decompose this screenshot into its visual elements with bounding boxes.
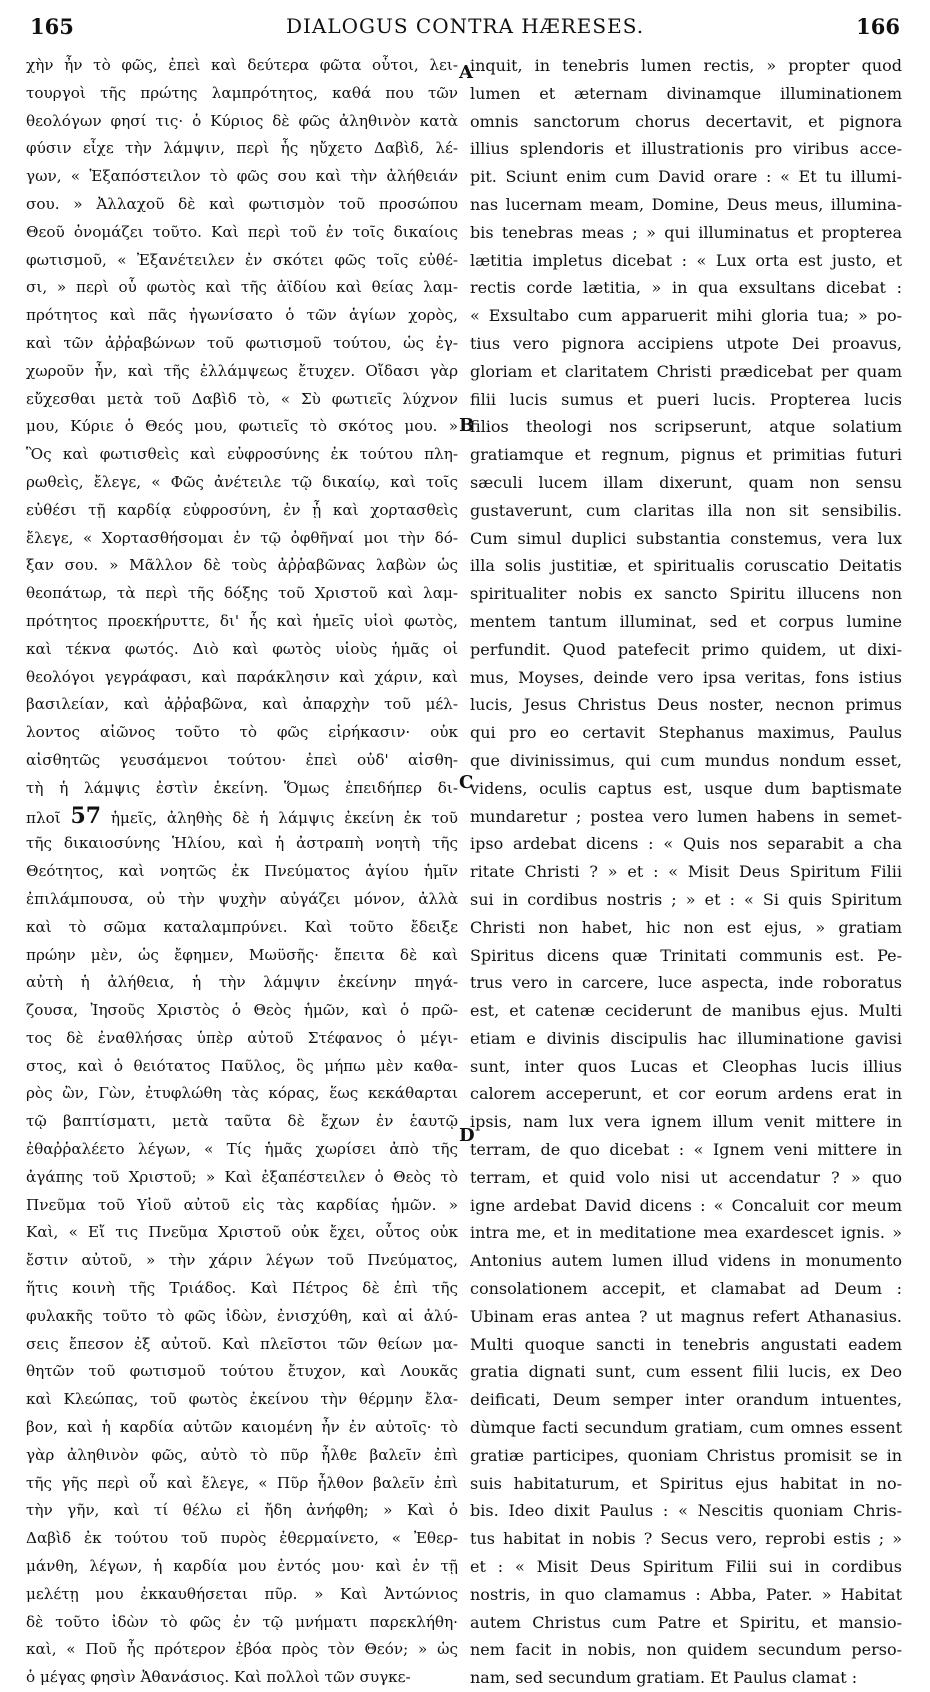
latin-text-line: « Exsultabo cum apparuerit mihi gloria tua; » po- [470, 306, 902, 326]
latin-text-line: bis. Ideo dixit Paulus : « Nescitis quoniam Chris- [470, 1501, 902, 1521]
latin-text-line: inquit, in tenebris lumen rectis, » propter quod [470, 56, 902, 75]
latin-text-line: est, et catenæ ceciderunt de manibus ejus. Multi [470, 1001, 902, 1021]
greek-text-line: ζουσα, Ἰησοῦς Χριστὸς ὁ Θεὸς ἡμῶν, καὶ ὁ πρῶ- [26, 1001, 458, 1020]
greek-text-line: ἐπιλάμπουσα, οὐ τὴν ψυχὴν αὐγάζει μόνον, ἀλλὰ [26, 889, 458, 908]
greek-text-line: ἔλεγε, « Χορτασθήσομαι ἐν τῷ ὀφθῆναί μοι τὴν δό- [26, 528, 458, 547]
greek-text-line: εὐθέσι τῇ καρδίᾳ εὐφροσύνη, ἐν ᾗ καὶ χορτασθεὶς [26, 500, 458, 519]
greek-text-line: μου, Κύριε ὁ Θεός μου, φωτιεῖς τὸ σκότος μου. » [26, 417, 458, 436]
greek-text-line: πρότητος προεκήρυττε, δι' ἧς καὶ ἡμεῖς υἱοὶ φωτὸς, [26, 611, 458, 630]
greek-text-line: καὶ τέκνα φωτός. Διὸ καὶ φωτὸς υἱοὺς ἡμᾶς οἱ [26, 639, 458, 658]
latin-text-line: mundaretur ; postea vero lumen habens in semet- [470, 806, 902, 826]
greek-text-line: πρώην μὲν, ὡς ἔφημεν, Μωϋσῆς· ἔπειτα δὲ καὶ [26, 945, 458, 964]
latin-text-line: videns, oculis captus est, usque dum baptismate [470, 778, 902, 798]
greek-text-line: βον, καὶ ἡ καρδία αὐτῶν καιομένη ἦν ἐν αὐτοῖς· τὸ [26, 1418, 458, 1437]
latin-text-line: lucis, Jesus Christus Deus noster, necnon primus [470, 695, 902, 715]
latin-text-line: nem facit in nobis, non quidem secundum perso- [470, 1640, 902, 1660]
greek-text-line: ὁ μέγας φησὶν Ἀθανάσιος. Καὶ πολλοὶ τῶν συγκε- [26, 1668, 411, 1687]
latin-text-line: nam, sed secundum gratiam. Et Paulus clamat : [470, 1668, 858, 1688]
latin-text-line: omnis sanctorum chorus decertavit, et pignora [470, 111, 902, 131]
inline-number: 57 [70, 802, 102, 829]
latin-text-line: spiritualiter nobis ex sancto Spiritu illucens non [470, 584, 902, 604]
latin-text-line: terram, et quid volo nisi ut accendatur ? » quo [470, 1167, 902, 1187]
latin-text-line: rectis corde lætitia, » in qua exsultans dicebat : [470, 278, 902, 298]
greek-text-line: Ὃς καὶ φωτισθεὶς καὶ εὐφροσύνης ἐκ τούτου πλη- [26, 445, 458, 464]
greek-text-line: ρὸς ὢν, Γὼν, ἐτυφλώθη τὰς κόρας, ἕως κεκάθαρται [26, 1084, 458, 1103]
latin-text-line: calorem acceperunt, et cor eorum ardens erat in [470, 1084, 902, 1104]
greek-text-line: τὴν γῆν, καὶ τί θέλω εἰ ἤδη ἀνήφθη; » Καὶ ὁ [26, 1501, 458, 1520]
latin-text-line: etiam e divinis discipulis hac illuminatione gavisi [470, 1028, 902, 1048]
latin-text-line: autem Christus cum Patre et Spiritu, et mansio- [470, 1612, 902, 1632]
latin-text-line: tus habitat in nobis ? Secus vero, reprobi estis ; » [470, 1529, 902, 1549]
greek-text-line: γὰρ ἀληθινὸν φῶς, αὐτὸ τὸ πῦρ ἦλθε βαλεῖν ἐπὶ [26, 1445, 458, 1464]
latin-column [470, 52, 902, 1692]
greek-text-line: καὶ Κλεώπας, τοῦ φωτὸς ἐκείνου τὴν θέρμην ἔλα- [26, 1390, 458, 1409]
latin-text-line: terram, de quo dicebat : « Ignem veni mittere in [470, 1140, 902, 1160]
latin-text-line: gloriam et claritatem Christi prædicebat per quam [470, 361, 902, 381]
greek-text-line: χωροῦν ἦν, καὶ τῆς ἐλλάμψεως ἔτυχεν. Οἴδασι γὰρ [26, 361, 458, 380]
greek-text-line: αἰσθητῶς γευσάμενοι τούτου· ἐπεὶ οὐδ' αἰσθη- [26, 750, 458, 769]
latin-text-line: deificati, Deum semper inter orandum intuentes, [470, 1390, 902, 1410]
greek-text-line: δὲ τοῦτο ἰδὼν τὸ φῶς ἐν τῷ μνήματι παρεκλήθη· [26, 1612, 458, 1631]
latin-text-line: mus, Moyses, deinde vero ipsa veritas, fons istius [470, 667, 902, 687]
greek-text-line: σεις ἔπεσον ἐξ αὐτοῦ. Καὶ πλεῖστοι τῶν θείων μα- [26, 1334, 458, 1353]
latin-text-line: pit. Sciunt enim cum David orare : « Et tu illumi- [470, 167, 902, 187]
latin-text-line: gratia dignati sunt, cum essent filii lucis, ex Deo [470, 1362, 902, 1382]
greek-text-line: ἀγάπης τοῦ Χριστοῦ; » Καὶ ἐξαπέστειλεν ὁ Θεὸς τὸ [26, 1167, 458, 1186]
greek-text-line: καὶ, « Ποῦ ἦς πρότερον ἐβόα πρὸς τὸν Θεόν; » ὡς [26, 1640, 458, 1659]
greek-text-line: τῆς γῆς περὶ οὗ καὶ ἔλεγε, « Πῦρ ἦλθον βαλεῖν ἐπὶ [26, 1473, 458, 1492]
latin-text-line: nostris, in quo clamamus : Abba, Pater. » Habitat [470, 1584, 902, 1604]
page-header [30, 14, 900, 42]
greek-text-line: ξαν σου. » Μᾶλλον δὲ τοὺς ἀῤῥαβῶνας λαβὼν ὡς [26, 556, 458, 575]
latin-text-line: lætitia impletus dicebat : « Lux orta est justo, et [470, 250, 902, 270]
latin-text-line: ipso ardebat dicens : « Quis nos separabit a cha [470, 834, 902, 854]
latin-text-line: dùmque facti secundum gratiam, cum omnes essent [470, 1418, 902, 1438]
greek-text-line: μελέτῃ μου ἐκκαυθήσεται πῦρ. » Καὶ Ἀντώνιος [26, 1584, 458, 1603]
latin-text-line: gratiæ participes, quoniam Christus promisit se in [470, 1445, 902, 1465]
greek-text-line: θεοπάτωρ, τὰ περὶ τῆς δόξης τοῦ Χριστοῦ καὶ λαμ- [26, 584, 458, 603]
latin-text-line: Cum simul duplici substantia constemus, vera lux [470, 528, 902, 548]
greek-text-line: θητῶν τοῦ φωτισμοῦ τούτου ἔτυχον, καὶ Λουκᾶς [26, 1362, 458, 1381]
greek-text-line: καὶ τὸ σῶμα καταλαμπρύνει. Καὶ τοῦτο ἔδειξε [26, 917, 458, 936]
latin-text-line: ipsis, nam lux vera ignem illum venit mittere in [470, 1112, 902, 1132]
greek-text-line: πλοῖ 57 ἡμεῖς, ἀληθὴς δὲ ἡ λάμψις ἐκείνη ἐκ τοῦ [26, 802, 458, 829]
greek-text-line: σι, » περὶ οὗ φωτὸς καὶ τῆς ἀϊδίου καὶ θείας λαμ- [26, 278, 458, 297]
latin-text-line: igne ardebat David dicens : « Concaluit cor meum [470, 1195, 902, 1215]
left-page-number: 165 [30, 14, 74, 39]
latin-text-line: consolationem accepit, et clamabat ad Deum : [470, 1279, 902, 1299]
margin-marker-b: B [459, 415, 475, 436]
latin-text-line: nas lucernam meam, Domine, Deus meus, illumina- [470, 194, 902, 214]
greek-text-line: σου. » Ἀλλαχοῦ δὲ καὶ φωτισμὸν τοῦ προσώπου [26, 194, 458, 213]
latin-text-line: que divinissimus, qui cum mundus nondum esset, [470, 750, 902, 770]
greek-text-line: ἐθαῤῥαλέετο λέγων, « Τίς ἡμᾶς χωρίσει ἀπὸ τῆς [26, 1140, 458, 1159]
greek-text-line: τῷ βαπτίσματι, μετὰ ταῦτα δὲ ἔχων ἐν ἑαυτῷ [26, 1112, 458, 1131]
greek-text-line: τῆς δικαιοσύνης Ἡλίου, καὶ ἡ ἀστραπὴ νοητὴ τῆς [26, 834, 458, 853]
latin-text-line: trus vero in carcere, luce aspecta, inde roboratus [470, 973, 902, 993]
latin-text-line: sui in cordibus nostris ; » et : « Si quis Spiritum [470, 889, 902, 909]
greek-text-line: βασιλείαν, καὶ ἀῤῥαβῶνα, καὶ ἀπαρχὴν τοῦ μέλ- [26, 695, 458, 714]
latin-text-line: qui pro eo certavit Stephanus maximus, Paulus [470, 723, 902, 743]
greek-text-line: θεολόγων φησί τις· ὁ Κύριος δὲ φῶς ἀληθινὸν κατὰ [26, 111, 458, 130]
latin-text-line: filii lucis sumus et pueri lucis. Propterea lucis [470, 389, 902, 409]
greek-text-line: Θεότητος, καὶ νοητῶς ἐκ Πνεύματος ἁγίου ἡμῖν [26, 862, 458, 881]
greek-text-line: χὴν ἦν τὸ φῶς, ἐπεὶ καὶ δεύτερα φῶτα οὗτοι, λει- [26, 56, 458, 74]
right-page-number: 166 [856, 14, 900, 39]
greek-text-line: τὴ ἡ λάμψις ἐστὶν ἐκείνη. Ὅμως ἐπειδήπερ δι- [26, 778, 458, 797]
latin-text-line: ritate Christi ? » et : « Misit Deus Spiritum Filii [470, 862, 902, 882]
latin-text-line: sæculi lucem illam dixerunt, quam non sensu [470, 472, 902, 492]
latin-text-line: et : « Misit Deus Spiritum Filii sui in cordibus [470, 1557, 902, 1577]
latin-text-line: Christi non habet, hic non est ejus, » gratiam [470, 917, 902, 937]
latin-text-line: tius vero pignora accipiens utpote Dei proavus, [470, 333, 902, 353]
greek-text-line: ρωθεὶς, ἔλεγε, « Φῶς ἀνέτειλε τῷ δικαίῳ, καὶ τοῖς [26, 472, 458, 491]
running-title: DIALOGUS CONTRA HÆRESES. [285, 14, 645, 38]
latin-text-line: gustaverunt, cum claritas illa non sit sensibilis. [470, 500, 902, 520]
latin-text-line: sunt, inter quos Lucas et Cleophas lucis illius [470, 1056, 902, 1076]
latin-text-line: lumen et æternam divinamque illuminationem [470, 83, 902, 103]
greek-text-line: Δαβὶδ ἐκ τούτου τοῦ πυρὸς ἐθερμαίνετο, « Ἐθερ- [26, 1529, 458, 1548]
greek-text-line: φύσιν εἶχε τὴν λάμψιν, περὶ ἧς ηὔχετο Δαβὶδ, λέ- [26, 139, 458, 158]
greek-text-line: θεολόγοι γεγράφασι, καὶ παράκλησιν καὶ χάριν, καὶ [26, 667, 458, 686]
latin-text-line: illa solis justitiæ, et spiritualis coruscatio Deitatis [470, 556, 902, 576]
margin-marker-c: C [459, 772, 474, 793]
greek-text-line: στος, καὶ ὁ θειότατος Παῦλος, ὃς μήπω μὲν καθα- [26, 1056, 458, 1075]
greek-text-line: ἥτις κοινὴ τῆς Τριάδος. Καὶ Πέτρος δὲ ἐπὶ τῆς [26, 1279, 458, 1298]
greek-text-line: Πνεῦμα τοῦ Υἱοῦ αὐτοῦ εἰς τὰς καρδίας ἡμῶν. » [26, 1195, 458, 1214]
latin-text-line: Spiritus dicens quæ Trinitati communis est. Pe- [470, 945, 902, 965]
latin-text-line: suis habitaturum, et Spiritus ejus habitat in no- [470, 1473, 902, 1493]
latin-text-line: intra me, et in meditatione mea exardescet ignis. » [470, 1223, 902, 1243]
margin-marker-d: D [459, 1125, 475, 1146]
greek-text-line: καὶ τῶν ἀῤῥαβώνων τοῦ φωτισμοῦ τούτου, ὡς ἐγ- [26, 333, 458, 352]
greek-text-line: μάνθη, λέγων, ἡ καρδία μου ἐντός μου· καὶ ἐν τῇ [26, 1557, 458, 1576]
greek-text-line: εὔχεσθαι μετὰ τοῦ Δαβὶδ τὸ, « Σὺ φωτιεῖς λύχνον [26, 389, 458, 408]
greek-text-line: πρότητος καὶ πᾶς ἠγωνίσατο ὁ τῶν ἁγίων χορὸς, [26, 306, 458, 325]
greek-text-line: τος δὲ ἐναθλήσας ὑπὲρ αὐτοῦ Στέφανος ὁ μέγι- [26, 1028, 458, 1047]
greek-text-line: φωτισμοῦ, « Ἐξανέτειλεν ἐν σκότει φῶς τοῖς εὐθέ- [26, 250, 458, 269]
greek-text-line: γων, « Ἐξαπόστειλον τὸ φῶς σου καὶ τὴν ἀλήθειάν [26, 167, 458, 186]
greek-text-line: τουργοὶ τῆς πρώτης λαμπρότητος, καθά που τῶν [26, 83, 458, 102]
greek-text-line: ἔστιν αὐτοῦ, » τὴν χάριν λέγων τοῦ Πνεύματος, [26, 1251, 458, 1270]
latin-text-line: illius splendoris et illustrationis pro viribus acce- [470, 139, 902, 159]
latin-text-line: Antonius autem lumen illud videns in monumento [470, 1251, 902, 1271]
greek-text-line: Θεοῦ ὀνομάζει τοῦτο. Καὶ περὶ τοῦ ἐν τοῖς δικαίοις [26, 222, 458, 241]
margin-marker-a: A [459, 62, 473, 83]
latin-text-line: filios theologi nos scripserunt, atque solatium [470, 417, 902, 437]
greek-column [26, 52, 458, 1692]
latin-text-line: gratiamque et regnum, pignus et primitias futuri [470, 445, 902, 465]
greek-text-line: Καὶ, « Εἴ τις Πνεῦμα Χριστοῦ οὐκ ἔχει, οὗτος οὐκ [26, 1223, 458, 1242]
latin-text-line: Ubinam eras antea ? ut magnus refert Athanasius. [470, 1306, 902, 1326]
latin-text-line: mentem tantum illuminat, sed et corpus lumine [470, 611, 902, 631]
greek-text-line: αὐτὴ ἡ ἀλήθεια, ἡ τὴν λάμψιν ἐκείνην πηγά- [26, 973, 458, 992]
latin-text-line: perfundit. Quod patefecit primo quidem, ut dixi- [470, 639, 902, 659]
latin-text-line: bis tenebras meas ; » qui illuminatus et propterea [470, 222, 902, 242]
greek-text-line: φυλακῆς τοῦτο τὸ φῶς ἰδὼν, ἐνισχύθη, καὶ αἱ ἁλύ- [26, 1306, 458, 1325]
greek-text-line: λοντος αἰῶνος τοῦτο τὸ φῶς εἰρήκασιν· οὐκ [26, 723, 458, 742]
latin-text-line: Multi quoque sancti in tenebris angustati eadem [470, 1334, 902, 1354]
